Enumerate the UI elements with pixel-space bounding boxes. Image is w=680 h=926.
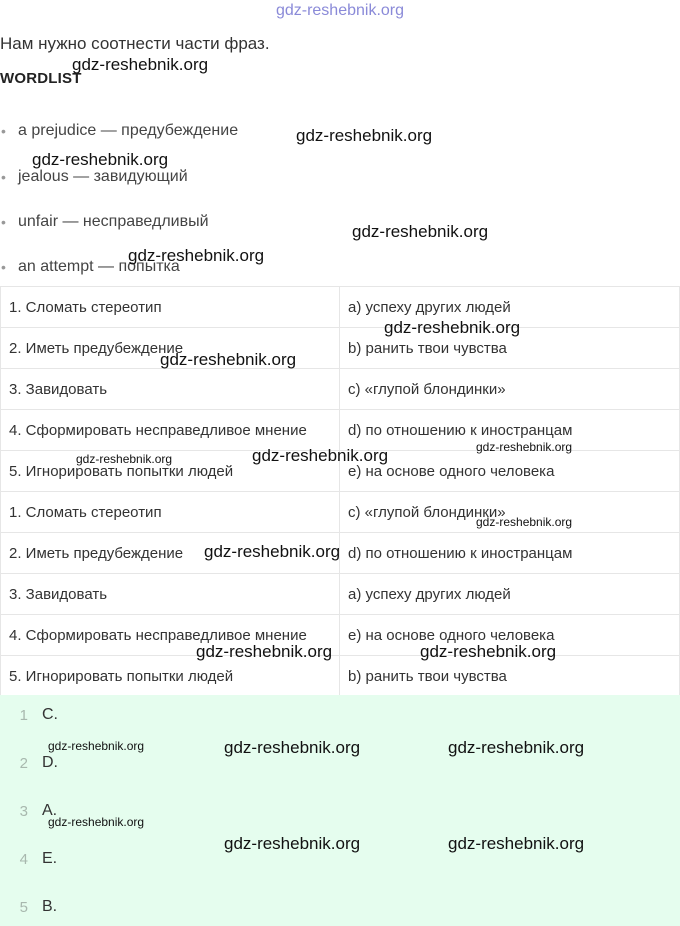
table-cell: 1. Сломать стереотип [1, 492, 340, 533]
table-cell: b) ранить твои чувства [340, 656, 680, 697]
answer-value: B. [42, 898, 58, 915]
table-cell: a) успеху других людей [340, 574, 680, 615]
table-cell: 4. Сформировать несправедливое мнение [1, 410, 340, 451]
table-cell: a) успеху других людей [340, 287, 680, 328]
table-cell: 4. Сформировать несправедливое мнение [1, 615, 340, 656]
watermark: gdz-reshebnik.org [224, 834, 361, 853]
watermark: gdz-reshebnik.org [76, 452, 173, 466]
answer-row [0, 700, 58, 730]
watermark: gdz-reshebnik.org [72, 55, 209, 74]
table-cell: 1. Сломать стереотип [1, 287, 340, 328]
answer-row [0, 892, 57, 922]
answer-value: C. [42, 706, 58, 723]
table-cell: b) ранить твои чувства [340, 328, 680, 369]
site-watermark-header: gdz-reshebnik.org [275, 2, 405, 19]
wordlist-item: • an attempt — попытка [18, 258, 180, 276]
answer-number: 3 [19, 802, 28, 820]
answer-row [0, 844, 57, 874]
table-row [1, 410, 680, 451]
wordlist-item: • jealous — завидующий [18, 168, 188, 186]
watermark: gdz-reshebnik.org [252, 446, 389, 465]
watermark: gdz-reshebnik.org [204, 542, 341, 561]
watermark: gdz-reshebnik.org [384, 318, 521, 337]
watermark: gdz-reshebnik.org [128, 246, 265, 265]
watermark: gdz-reshebnik.org [296, 126, 433, 145]
table-row [1, 492, 680, 533]
answer-number: 1 [19, 706, 28, 724]
table-row [1, 574, 680, 615]
table-row [1, 615, 680, 656]
wordlist-item: • unfair — несправедливый [18, 213, 209, 231]
wordlist-item: • a prejudice — предубеждение [18, 122, 238, 140]
answer-value: A. [42, 802, 58, 819]
table-cell: 5. Игнорировать попытки людей [1, 451, 340, 492]
watermark: gdz-reshebnik.org [160, 350, 297, 369]
watermark: gdz-reshebnik.org [448, 834, 585, 853]
watermark: gdz-reshebnik.org [420, 642, 557, 661]
table-cell: c) «глупой блондинки» [340, 492, 680, 533]
intro-text: Нам нужно соотнести части фраз. [0, 34, 270, 53]
watermark: gdz-reshebnik.org [196, 642, 333, 661]
table-row [1, 328, 680, 369]
table-cell: e) на основе одного человека [340, 451, 680, 492]
table-cell: d) по отношению к иностранцам [340, 533, 680, 574]
answer-value: E. [42, 850, 58, 867]
watermark: gdz-reshebnik.org [32, 150, 169, 169]
watermark: gdz-reshebnik.org [476, 515, 573, 529]
table-cell: 3. Завидовать [1, 369, 340, 410]
table-cell: c) «глупой блондинки» [340, 369, 680, 410]
watermark: gdz-reshebnik.org [476, 440, 573, 454]
answer-number: 2 [19, 754, 28, 772]
answers-panel [0, 695, 680, 926]
table-row [1, 656, 680, 697]
watermark: gdz-reshebnik.org [48, 815, 145, 829]
table-row [1, 369, 680, 410]
wordlist-title: WORDLIST [0, 70, 82, 87]
answer-number: 5 [19, 898, 28, 916]
table-cell: 2. Иметь предубеждение [1, 328, 340, 369]
table-cell: 2. Иметь предубеждение [1, 533, 340, 574]
watermark: gdz-reshebnik.org [224, 738, 361, 757]
answer-value: D. [42, 754, 58, 771]
matching-table-solution [0, 491, 680, 697]
table-cell: 5. Игнорировать попытки людей [1, 656, 340, 697]
answer-number: 4 [19, 850, 28, 868]
table-cell: 3. Завидовать [1, 574, 340, 615]
table-cell: d) по отношению к иностранцам [340, 410, 680, 451]
watermark: gdz-reshebnik.org [48, 739, 145, 753]
watermark: gdz-reshebnik.org [352, 222, 489, 241]
table-cell: e) на основе одного человека [340, 615, 680, 656]
watermark: gdz-reshebnik.org [448, 738, 585, 757]
table-row [1, 287, 680, 328]
